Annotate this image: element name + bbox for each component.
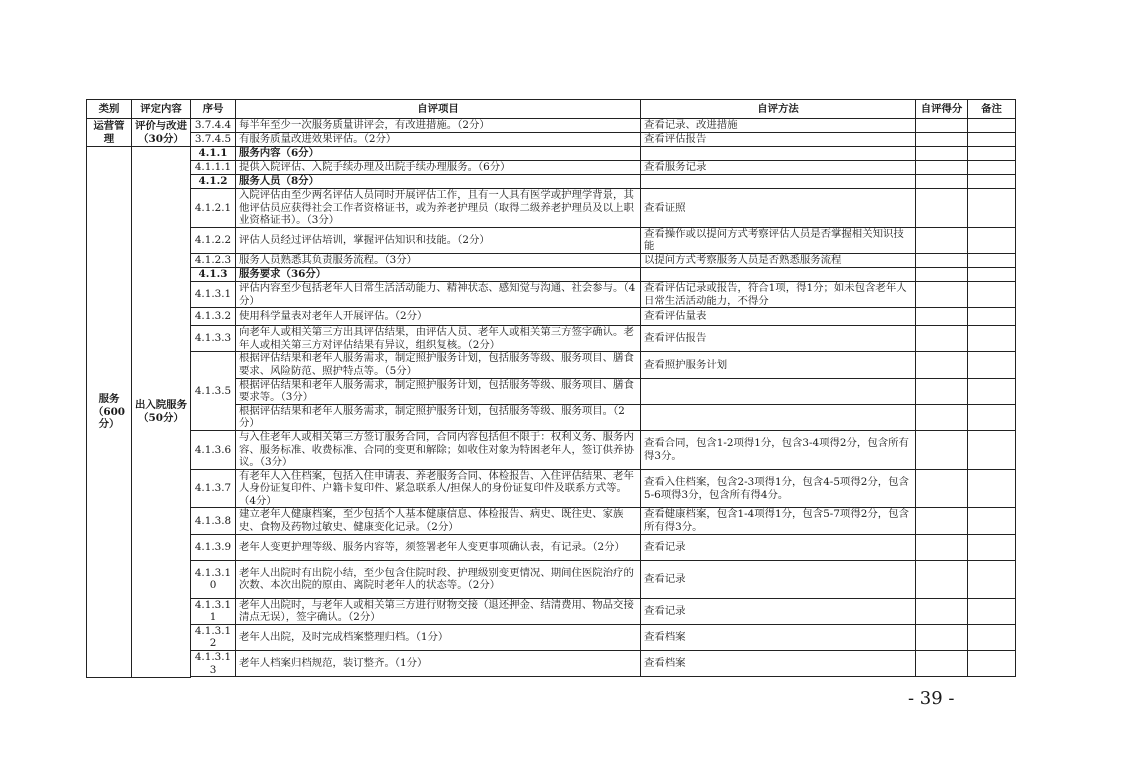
header-content: 评定内容 [132, 100, 191, 119]
item-cell: 老年人变更护理等级、服务内容等，须签署老年人变更事项确认表，有记录。（2分） [236, 534, 641, 560]
method-cell [641, 147, 916, 161]
remark-cell[interactable] [968, 624, 1016, 650]
table-row [87, 534, 1016, 560]
method-cell: 以提问方式考察服务人员是否熟悉服务流程 [641, 253, 916, 267]
remark-cell[interactable] [968, 560, 1016, 598]
item-cell: 建立老年人健康档案，至少包括个人基本健康信息、体检报告、病史、既往史、家族史、食物及药物过敏史、健康变化记录。（2分） [236, 508, 641, 534]
score-cell[interactable] [916, 189, 968, 228]
id-cell: 4.1.2.1 [191, 189, 236, 228]
table-row [87, 326, 1016, 352]
remark-cell[interactable] [968, 508, 1016, 534]
item-cell: 老年人出院时，与老年人或相关第三方进行财物交接（退还押金、结清费用、物品交接清点无误），签字确认。（2分） [236, 598, 641, 624]
page-number: - 39 - [908, 688, 955, 709]
item-cell: 老年人档案归档规范，装订整齐。（1分） [236, 651, 641, 677]
score-cell[interactable] [916, 147, 968, 161]
table-row [87, 308, 1016, 326]
score-cell[interactable] [916, 308, 968, 326]
table-row [87, 624, 1016, 650]
method-cell: 查看合同，包含1-2项得1分，包含3-4项得2分，包含所有得3分。 [641, 430, 916, 469]
score-cell[interactable] [916, 119, 968, 133]
category-cell: 运营管理 [87, 119, 132, 147]
remark-cell[interactable] [968, 253, 1016, 267]
score-cell[interactable] [916, 227, 968, 253]
item-cell: 与入住老年人或相关第三方签订服务合同，合同内容包括但不限于：权利义务、服务内容、服务标准、收费标准、合同的变更和解除；如收住对象为特困老年人，签订供养协议。（3分） [236, 430, 641, 469]
score-cell[interactable] [916, 133, 968, 147]
score-cell[interactable] [916, 598, 968, 624]
header-item: 自评项目 [236, 100, 641, 119]
item-cell: 有服务质量改进效果评估。（2分） [236, 133, 641, 147]
table-row [87, 352, 1016, 378]
section-title: 服务内容（6分） [236, 147, 641, 161]
table-row [87, 133, 1016, 147]
table-row [87, 598, 1016, 624]
method-cell: 查看服务记录 [641, 161, 916, 175]
id-cell: 4.1.3.9 [191, 534, 236, 560]
remark-cell[interactable] [968, 430, 1016, 469]
remark-cell[interactable] [968, 598, 1016, 624]
method-cell: 查看记录、改进措施 [641, 119, 916, 133]
header-score: 自评得分 [916, 100, 968, 119]
header-remark: 备注 [968, 100, 1016, 119]
method-cell [641, 267, 916, 281]
table-row [87, 281, 1016, 307]
item-cell: 根据评估结果和老年人服务需求，制定照护服务计划，包括服务等级、服务项目、膳食要求、风险防范、照护特点等。（5分） [236, 352, 641, 378]
id-cell: 4.1.2.2 [191, 227, 236, 253]
score-cell[interactable] [916, 161, 968, 175]
method-cell [641, 404, 916, 430]
section-title: 服务人员（8分） [236, 175, 641, 189]
score-cell[interactable] [916, 560, 968, 598]
id-cell: 4.1.1.1 [191, 161, 236, 175]
section-id: 4.1.1 [191, 147, 236, 161]
section-id: 4.1.3 [191, 267, 236, 281]
method-cell: 查看健康档案，包含1-4项得1分，包含5-7项得2分，包含所有得3分。 [641, 508, 916, 534]
section-title: 服务要求（36分） [236, 267, 641, 281]
item-cell: 向老年人或相关第三方出具评估结果，由评估人员、老年人或相关第三方签字确认。老年人或相关第三方对评估结果有异议，组织复核。（2分） [236, 326, 641, 352]
item-cell: 入院评估由至少两名评估人员同时开展评估工作，且有一人具有医学或护理学背景，其他评估员应获得社会工作者资格证书，或为养老护理员（取得二级养老护理员及以上职业资格证书）。（3分） [236, 189, 641, 228]
section-id: 4.1.2 [191, 175, 236, 189]
method-cell: 查看记录 [641, 560, 916, 598]
id-cell: 4.1.3.12 [191, 624, 236, 650]
remark-cell[interactable] [968, 378, 1016, 404]
remark-cell[interactable] [968, 281, 1016, 307]
table-row [87, 227, 1016, 253]
method-cell: 查看照护服务计划 [641, 352, 916, 378]
score-cell[interactable] [916, 281, 968, 307]
remark-cell[interactable] [968, 119, 1016, 133]
content-cell: 出入院服务（50分） [132, 147, 191, 678]
header-method: 自评方法 [641, 100, 916, 119]
score-cell[interactable] [916, 404, 968, 430]
id-cell: 4.1.2.3 [191, 253, 236, 267]
remark-cell[interactable] [968, 175, 1016, 189]
remark-cell[interactable] [968, 161, 1016, 175]
item-cell: 有老年人入住档案，包括入住申请表、养老服务合同、体检报告、入住评估结果、老年人身份证复印件、户籍卡复印件、紧急联系人/担保人的身份证复印件及联系方式等。（4分） [236, 469, 641, 508]
assessment-table [86, 99, 1016, 678]
remark-cell[interactable] [968, 404, 1016, 430]
score-cell[interactable] [916, 430, 968, 469]
method-cell [641, 175, 916, 189]
table-row [87, 253, 1016, 267]
method-cell: 查看评估报告 [641, 326, 916, 352]
method-cell: 查看档案 [641, 651, 916, 677]
score-cell[interactable] [916, 326, 968, 352]
score-cell[interactable] [916, 267, 968, 281]
method-cell: 查看记录 [641, 598, 916, 624]
score-cell[interactable] [916, 651, 968, 677]
remark-cell[interactable] [968, 469, 1016, 508]
content-cell: 评价与改进（30分） [132, 119, 191, 147]
score-cell[interactable] [916, 253, 968, 267]
section-row [87, 267, 1016, 281]
table-row [87, 651, 1016, 677]
id-cell: 4.1.3.1 [191, 281, 236, 307]
table-row [87, 508, 1016, 534]
id-cell: 4.1.3.3 [191, 326, 236, 352]
item-cell: 使用科学量表对老年人开展评估。（2分） [236, 308, 641, 326]
item-cell: 评估人员经过评估培训，掌握评估知识和技能。（2分） [236, 227, 641, 253]
item-cell: 老年人出院，及时完成档案整理归档。（1分） [236, 624, 641, 650]
score-cell[interactable] [916, 469, 968, 508]
header-id: 序号 [191, 100, 236, 119]
item-cell: 每半年至少一次服务质量讲评会，有改进措施。（2分） [236, 119, 641, 133]
method-cell: 查看评估记录或报告，符合1项，得1分；如未包含老年人日常生活活动能力，不得分 [641, 281, 916, 307]
id-cell: 4.1.3.10 [191, 560, 236, 598]
id-cell: 4.1.3.2 [191, 308, 236, 326]
method-cell: 查看评估量表 [641, 308, 916, 326]
id-cell: 3.7.4.4 [191, 119, 236, 133]
item-cell: 老年人出院时有出院小结，至少包含住院时段、护理级别变更情况、期间住医院治疗的次数、本次出院的原由、离院时老年人的状态等。（2分） [236, 560, 641, 598]
method-cell: 查看档案 [641, 624, 916, 650]
category-cell: 服务（600分） [87, 147, 132, 678]
remark-cell[interactable] [968, 267, 1016, 281]
id-cell: 4.1.3.13 [191, 651, 236, 677]
score-cell[interactable] [916, 624, 968, 650]
method-cell: 查看入住档案，包含2-3项得1分，包含4-5项得2分，包含5-6项得3分，包含所有得4分。 [641, 469, 916, 508]
method-cell: 查看记录 [641, 534, 916, 560]
table-row [87, 430, 1016, 469]
table-row [87, 189, 1016, 228]
remark-cell[interactable] [968, 133, 1016, 147]
header-category: 类别 [87, 100, 132, 119]
item-cell: 评估内容至少包括老年人日常生活活动能力、精神状态、感知觉与沟通、社会参与。（4分） [236, 281, 641, 307]
score-cell[interactable] [916, 534, 968, 560]
method-cell: 查看证照 [641, 189, 916, 228]
id-cell: 4.1.3.5 [191, 352, 236, 431]
remark-cell[interactable] [968, 651, 1016, 677]
remark-cell[interactable] [968, 326, 1016, 352]
section-row [87, 147, 1016, 161]
table-row [87, 119, 1016, 133]
remark-cell[interactable] [968, 189, 1016, 228]
item-cell: 根据评估结果和老年人服务需求，制定照护服务计划，包括服务等级、服务项目。（2分） [236, 404, 641, 430]
method-cell [641, 378, 916, 404]
id-cell: 4.1.3.7 [191, 469, 236, 508]
section-row [87, 175, 1016, 189]
score-cell[interactable] [916, 352, 968, 378]
item-cell: 提供入院评估、入院手续办理及出院手续办理服务。（6分） [236, 161, 641, 175]
score-cell[interactable] [916, 508, 968, 534]
score-cell[interactable] [916, 175, 968, 189]
table-row [87, 560, 1016, 598]
remark-cell[interactable] [968, 147, 1016, 161]
remark-cell[interactable] [968, 308, 1016, 326]
table-row [87, 469, 1016, 508]
id-cell: 4.1.3.11 [191, 598, 236, 624]
table-row [87, 161, 1016, 175]
id-cell: 4.1.3.8 [191, 508, 236, 534]
header-row [87, 100, 1016, 119]
method-cell: 查看操作或以提问方式考察评估人员是否掌握相关知识技能 [641, 227, 916, 253]
remark-cell[interactable] [968, 227, 1016, 253]
id-cell: 4.1.3.6 [191, 430, 236, 469]
id-cell: 3.7.4.5 [191, 133, 236, 147]
score-cell[interactable] [916, 378, 968, 404]
item-cell: 根据评估结果和老年人服务需求，制定照护服务计划，包括服务等级、服务项目、膳食要求等。（3分） [236, 378, 641, 404]
item-cell: 服务人员熟悉其负责服务流程。（3分） [236, 253, 641, 267]
remark-cell[interactable] [968, 352, 1016, 378]
remark-cell[interactable] [968, 534, 1016, 560]
method-cell: 查看评估报告 [641, 133, 916, 147]
